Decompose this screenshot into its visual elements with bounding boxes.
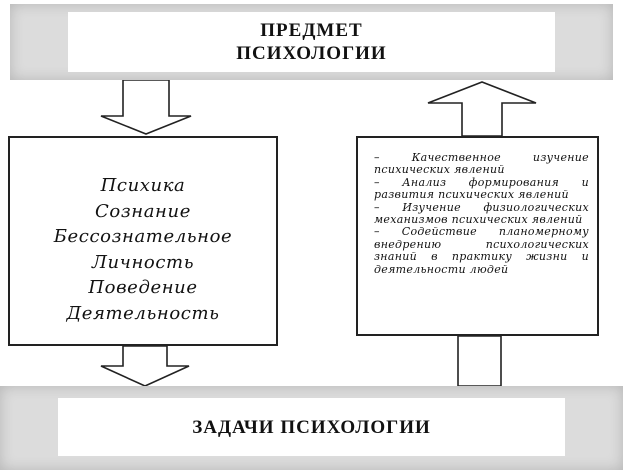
- subject-items-box: [8, 136, 278, 346]
- subject-block-inner: [68, 12, 555, 72]
- arrow-subject-to-left-box: [101, 80, 191, 134]
- subject-items-list: [10, 173, 276, 326]
- subject-title: ПРЕДМЕТ ПСИХОЛОГИИ: [236, 20, 387, 64]
- subject-item: Деятельность: [66, 302, 220, 324]
- task-item: – Качественное изучение психических явлений: [374, 151, 589, 177]
- subject-item: Психика: [100, 175, 186, 196]
- subject-item: Сознание: [95, 200, 191, 222]
- arrow-left-box-to-tasks: [101, 346, 189, 386]
- tasks-items-list: [374, 152, 589, 276]
- subject-item: Поведение: [88, 277, 198, 298]
- subject-item: Бессознательное: [53, 226, 233, 247]
- tasks-block: [0, 386, 623, 470]
- subject-item: Личность: [91, 251, 195, 273]
- task-item: – Содействие планомерному внедрению психологических знаний в практику жизни и деятельности людей: [374, 225, 589, 276]
- task-item: – Анализ формирования и развития психических явлений: [374, 175, 589, 202]
- tasks-block-inner: [58, 398, 565, 456]
- subject-block: [10, 4, 613, 80]
- task-item: – Изучение физиологических механизмов психических явлений: [374, 200, 589, 227]
- arrow-tasks-to-right-box: [458, 336, 501, 386]
- tasks-items-box: [356, 136, 599, 336]
- tasks-title: ЗАДАЧИ ПСИХОЛОГИИ: [192, 416, 431, 438]
- arrow-right-box-to-subject: [428, 82, 536, 136]
